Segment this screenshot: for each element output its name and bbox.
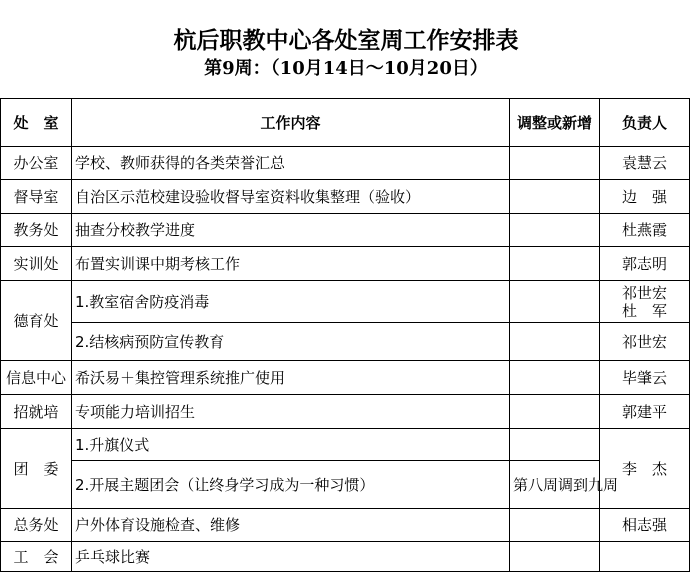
dept-cell: 督导室	[1, 180, 72, 214]
adjust-cell	[510, 180, 600, 214]
resp-cell: 杜燕霞	[600, 214, 690, 247]
week-subtitle: 第9周：（10月14日～10月20日）	[204, 58, 488, 79]
table-row	[1, 361, 690, 395]
adjust-cell	[510, 542, 600, 572]
table-row	[1, 542, 690, 572]
task-cell: 户外体育设施检查、维修	[72, 509, 510, 542]
adjust-cell	[510, 247, 600, 281]
dept-cell: 信息中心	[1, 361, 72, 395]
resp-cell	[600, 281, 690, 323]
resp-cell: 祁世宏	[600, 323, 690, 361]
resp-cell: 袁慧云	[600, 147, 690, 180]
header-adjust: 调整或新增	[510, 99, 600, 147]
dept-cell: 实训处	[1, 247, 72, 281]
task-cell: 2.开展主题团会（让终身学习成为一种习惯）	[72, 461, 510, 509]
task-cell: 抽查分校教学进度	[72, 214, 510, 247]
table-row	[1, 147, 690, 180]
header-dept: 处 室	[1, 99, 72, 147]
resp-cell: 李 杰	[600, 429, 690, 509]
adjust-cell	[510, 509, 600, 542]
table-row	[1, 509, 690, 542]
resp-cell: 郭志明	[600, 247, 690, 281]
table-row	[1, 247, 690, 281]
dept-cell: 德育处	[1, 281, 72, 361]
resp-name: 杜 军	[621, 301, 667, 320]
resp-cell	[600, 542, 690, 572]
table-row	[1, 180, 690, 214]
dept-cell: 招就培	[1, 395, 72, 429]
task-cell: 1.教室宿舍防疫消毒	[72, 281, 510, 323]
header-task: 工作内容	[72, 99, 510, 147]
task-cell: 自治区示范校建设验收督导室资料收集整理（验收）	[72, 180, 510, 214]
dept-cell: 总务处	[1, 509, 72, 542]
table-row	[1, 429, 690, 461]
adjust-cell: 第八周调到九周	[510, 461, 600, 509]
resp-name: 祁世宏	[621, 283, 667, 302]
adjust-cell	[510, 361, 600, 395]
table-row	[1, 281, 690, 323]
header-resp: 负责人	[600, 99, 690, 147]
resp-cell: 毕肇云	[600, 361, 690, 395]
task-cell: 希沃易＋集控管理系统推广使用	[72, 361, 510, 395]
header-row	[1, 99, 690, 147]
task-cell: 布置实训课中期考核工作	[72, 247, 510, 281]
adjust-cell	[510, 323, 600, 361]
dept-cell: 教务处	[1, 214, 72, 247]
title-area	[0, 0, 692, 98]
task-cell: 乒乓球比赛	[72, 542, 510, 572]
table-row	[1, 214, 690, 247]
resp-cell: 郭建平	[600, 395, 690, 429]
table-row	[1, 395, 690, 429]
page-title: 杭后职教中心各处室周工作安排表	[173, 27, 519, 54]
dept-cell: 办公室	[1, 147, 72, 180]
resp-cell: 边 强	[600, 180, 690, 214]
task-cell: 1.升旗仪式	[72, 429, 510, 461]
adjust-cell	[510, 214, 600, 247]
adjust-cell	[510, 429, 600, 461]
adjust-cell	[510, 395, 600, 429]
table-row	[1, 461, 690, 509]
table-row	[1, 323, 690, 361]
task-cell: 学校、教师获得的各类荣誉汇总	[72, 147, 510, 180]
dept-cell: 工 会	[1, 542, 72, 572]
schedule-table	[0, 98, 690, 572]
adjust-cell	[510, 281, 600, 323]
adjust-cell	[510, 147, 600, 180]
task-cell: 2.结核病预防宣传教育	[72, 323, 510, 361]
resp-cell: 相志强	[600, 509, 690, 542]
dept-cell: 团 委	[1, 429, 72, 509]
task-cell: 专项能力培训招生	[72, 395, 510, 429]
